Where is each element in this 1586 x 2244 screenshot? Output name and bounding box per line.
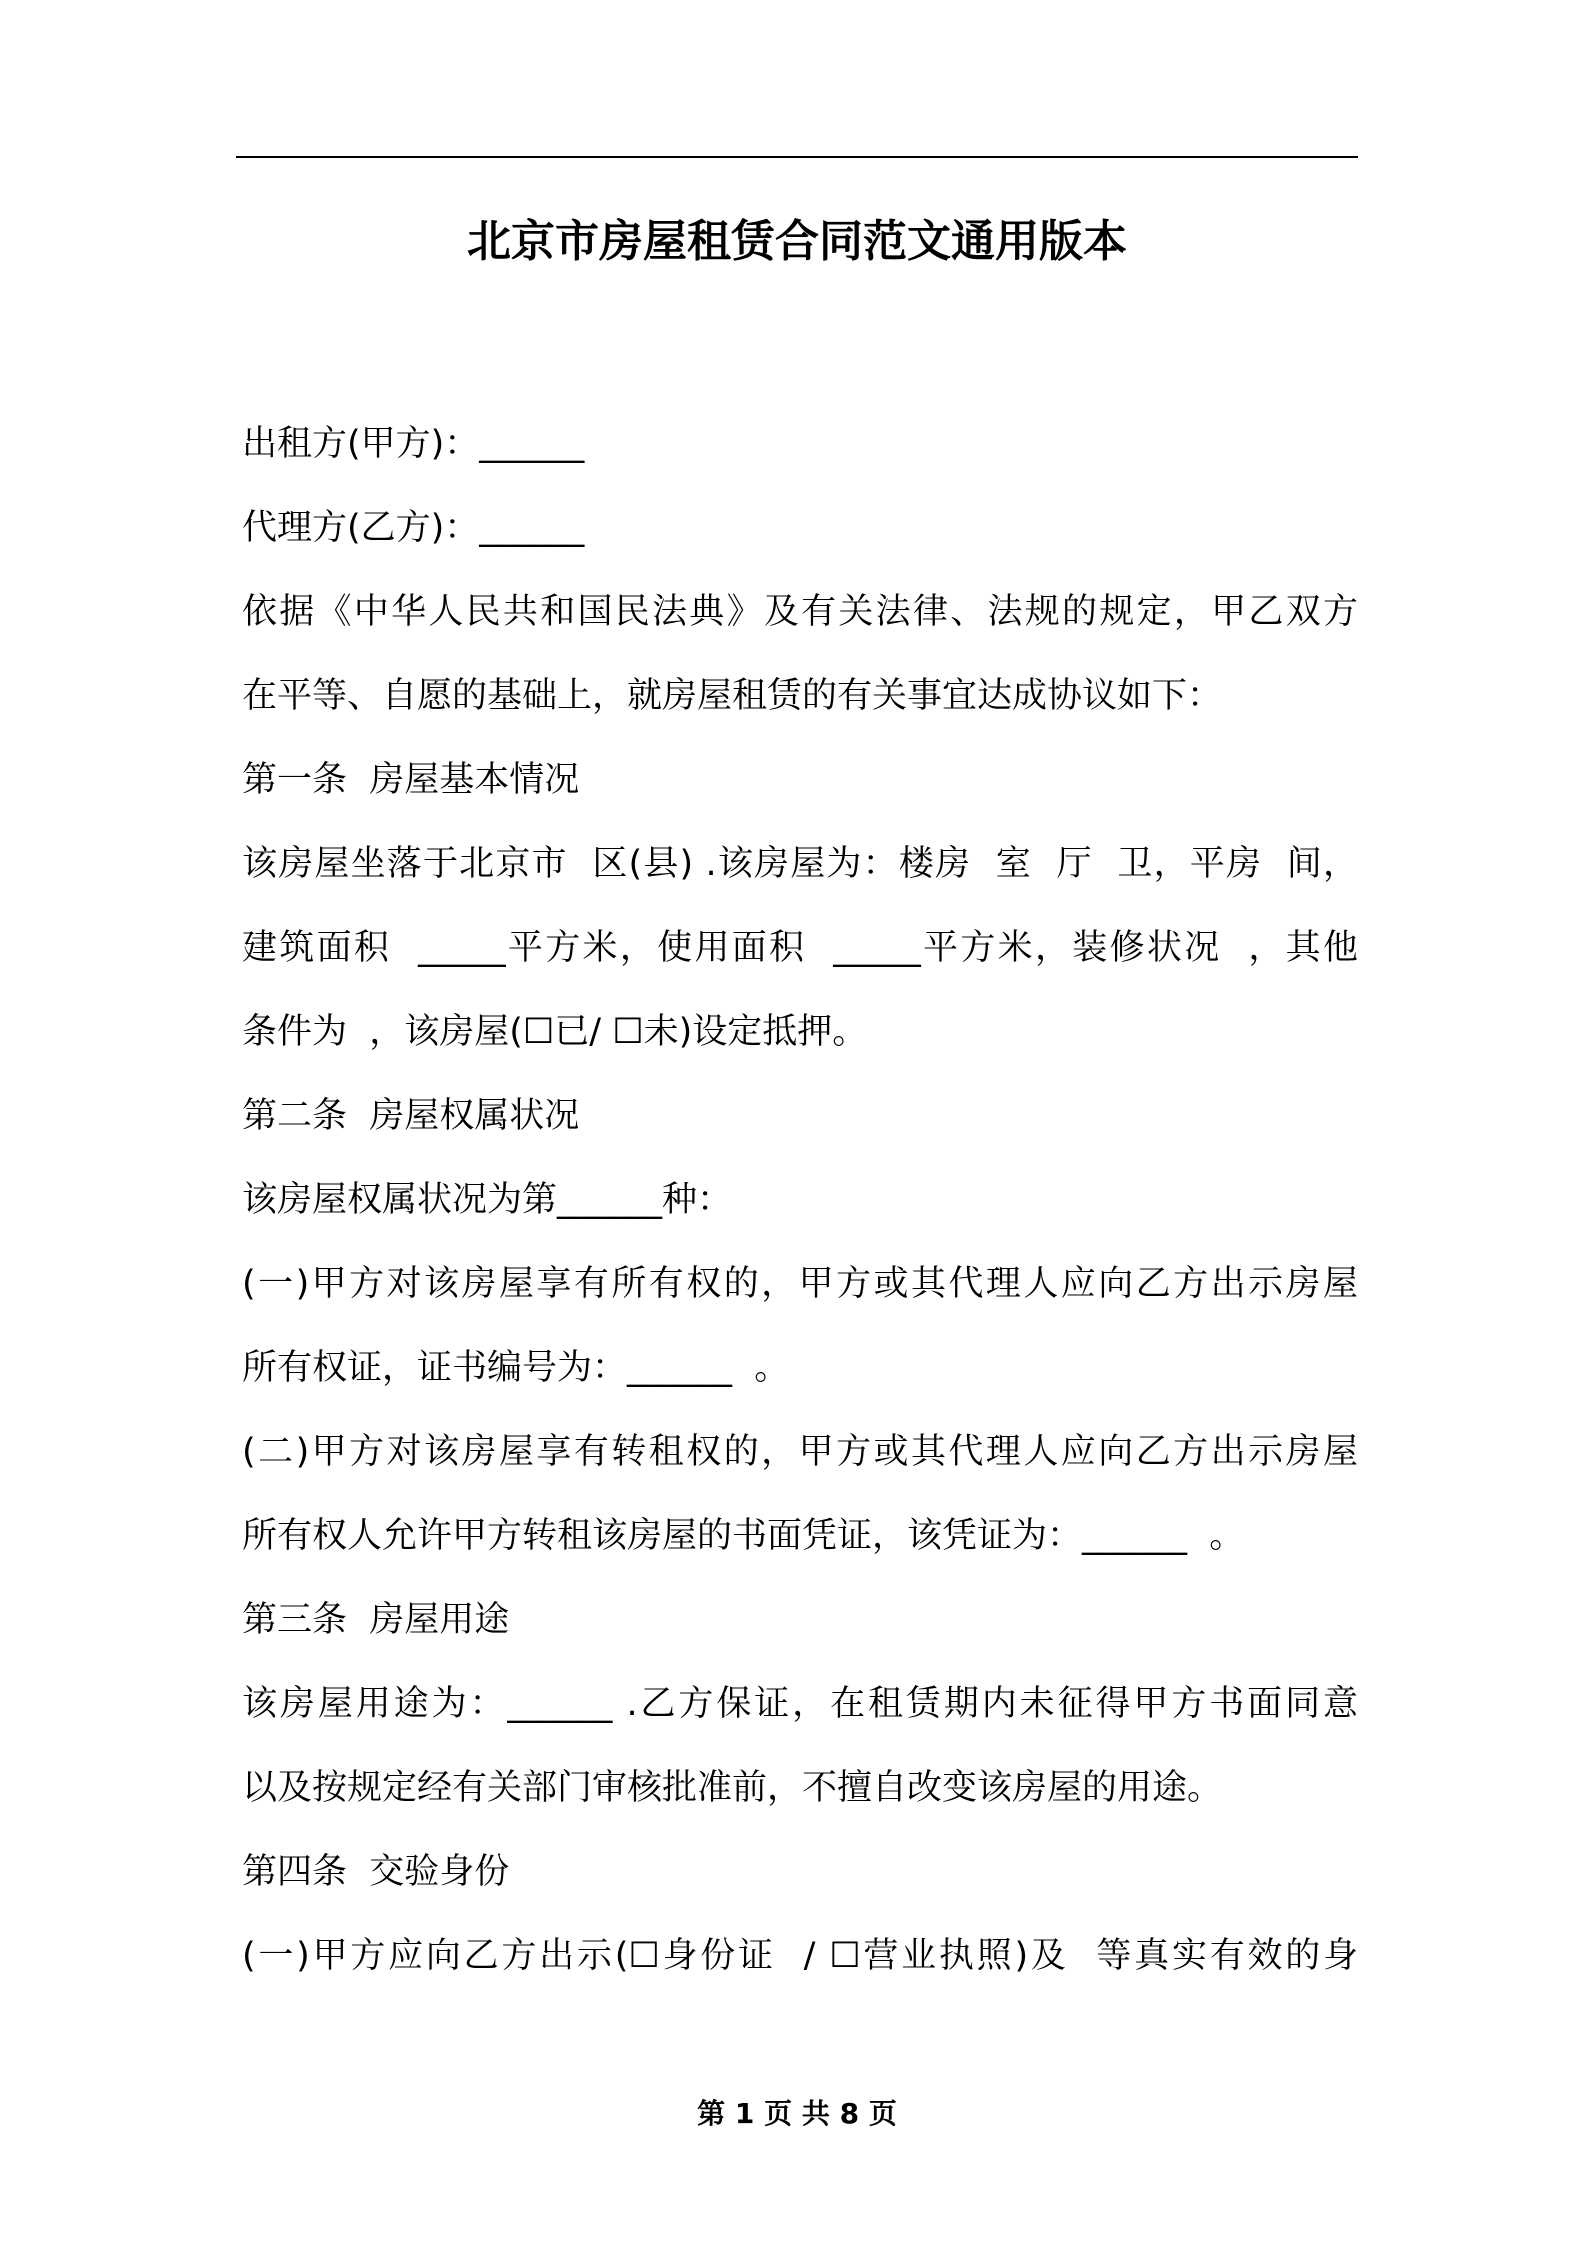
article-1-line-1: 该房屋坐落于北京市 区(县) .该房屋为：楼房 室 厅 卫，平房 间， — [242, 844, 1358, 884]
page-number: 第 1 页 共 8 页 — [697, 2097, 897, 2130]
article-1-line-2: 建筑面积 _____平方米，使用面积 _____平方米，装修状况 ，其他 — [242, 928, 1358, 968]
article-2-line-2: (一)甲方对该房屋享有所有权的，甲方或其代理人应向乙方出示房屋 — [242, 1264, 1358, 1304]
preamble-line-2: 在平等、自愿的基础上，就房屋租赁的有关事宜达成协议如下： — [242, 676, 1223, 716]
article-3-heading: 第三条 房屋用途 — [242, 1600, 510, 1640]
article-1-line-3: 条件为 ，该房屋(☐已/ ☐未)设定抵押。 — [242, 1012, 868, 1052]
article-4-heading: 第四条 交验身份 — [242, 1852, 510, 1892]
lessor-line: 出租方(甲方)：______ — [242, 424, 585, 464]
article-2-line-3: 所有权证，证书编号为：______ 。 — [242, 1348, 790, 1388]
article-3-line-2: 以及按规定经有关部门审核批准前，不擅自改变该房屋的用途。 — [242, 1768, 1223, 1808]
article-2-line-4: (二)甲方对该房屋享有转租权的，甲方或其代理人应向乙方出示房屋 — [242, 1432, 1358, 1472]
agent-line: 代理方(乙方)：______ — [242, 508, 585, 548]
article-3-line-1: 该房屋用途为：______ .乙方保证，在租赁期内未征得甲方书面同意 — [242, 1684, 1358, 1724]
article-2-heading: 第二条 房屋权属状况 — [242, 1096, 580, 1136]
article-1-heading: 第一条 房屋基本情况 — [242, 760, 580, 800]
document-title: 北京市房屋租赁合同范文通用版本 — [467, 216, 1127, 267]
contract-body — [242, 402, 1358, 1998]
header-rule — [236, 156, 1358, 158]
article-4-line-1: (一)甲方应向乙方出示(☐身份证 / ☐营业执照)及 等真实有效的身 — [242, 1936, 1358, 1976]
article-2-line-5: 所有权人允许甲方转租该房屋的书面凭证，该凭证为：______ 。 — [242, 1516, 1245, 1556]
preamble-line-1: 依据《中华人民共和国民法典》及有关法律、法规的规定，甲乙双方 — [242, 592, 1358, 632]
article-2-line-1: 该房屋权属状况为第______种： — [242, 1180, 733, 1220]
